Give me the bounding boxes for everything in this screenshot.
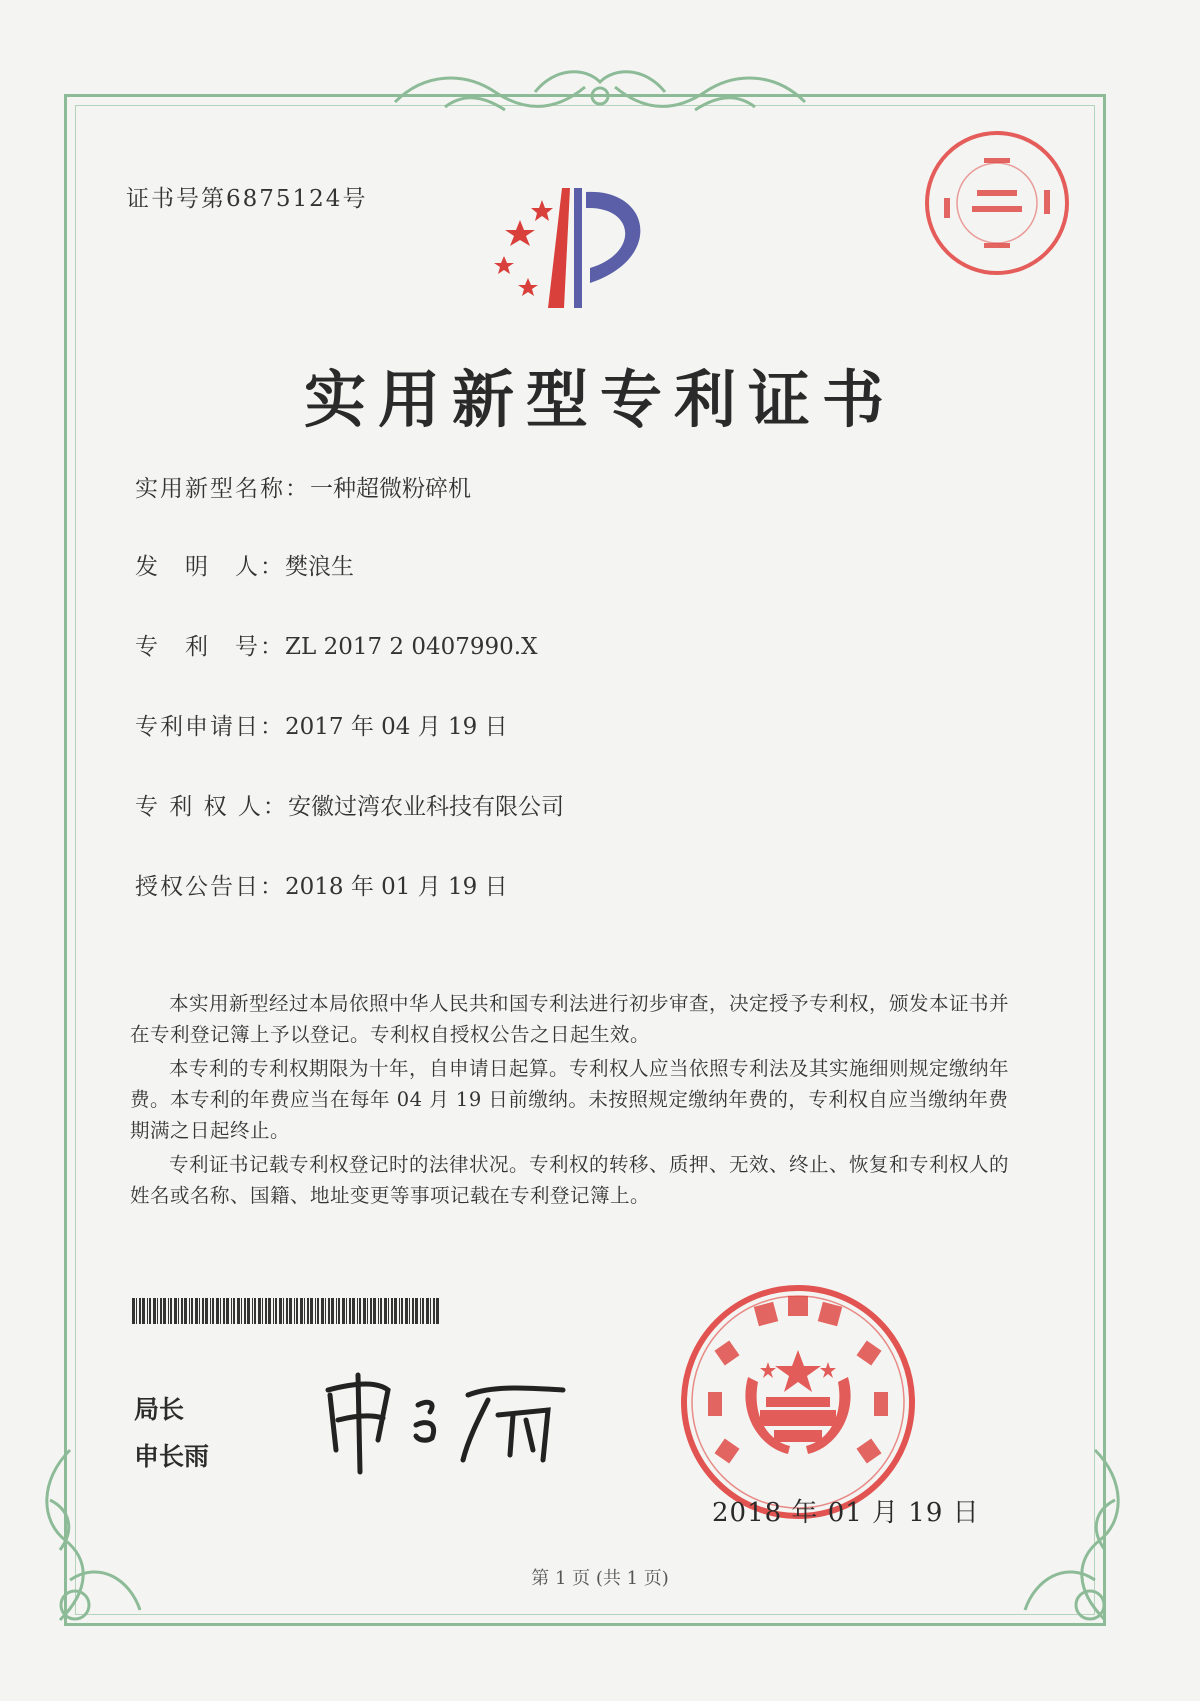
top-ornament-icon — [385, 62, 815, 118]
director-signature-icon — [318, 1360, 578, 1480]
field-label: 专 利 号： — [135, 634, 285, 660]
page-number: 第 1 页 (共 1 页) — [531, 1568, 669, 1589]
field-patent-number — [135, 628, 537, 661]
seal-date: 2018 年 01 月 19 日 — [712, 1498, 980, 1528]
field-label: 专利申请日： — [135, 714, 285, 740]
field-value: 樊浪生 — [285, 554, 354, 580]
field-label: 实用新型名称： — [135, 476, 310, 502]
director-title: 局长 — [134, 1395, 185, 1424]
field-value: 2018 年 01 月 19 日 — [285, 874, 508, 900]
bottom-right-ornament-icon — [1005, 1440, 1135, 1630]
field-label: 发 明 人： — [135, 554, 285, 580]
certificate-number — [126, 180, 367, 213]
field-value: 一种超微粉碎机 — [310, 476, 471, 502]
field-label: 专 利 权 人： — [135, 794, 288, 820]
patent-office-logo-icon — [490, 178, 680, 313]
field-label: 授权公告日： — [135, 874, 285, 900]
body-paragraph: 本实用新型经过本局依照中华人民共和国专利法进行初步审查，决定授予专利权，颁发本证书并在专利登记簿上予以登记。专利权自授权公告之日起生效。 — [130, 992, 1010, 1046]
field-value: 2017 年 04 月 19 日 — [285, 714, 508, 740]
director-name: 申长雨 — [134, 1442, 210, 1471]
certificate-number-label: 证书号第 — [126, 186, 226, 212]
inner-border — [75, 105, 1095, 1615]
field-value: ZL 2017 2 0407990.X — [285, 634, 538, 660]
body-paragraph: 本专利的专利权期限为十年，自申请日起算。专利权人应当依照专利法及其实施细则规定缴纳年费。本专利的年费应当在每年 04 月 19 日前缴纳。未按照规定缴纳年费的，专利权自应当缴纳年费期满之日起终止。 — [130, 1057, 1010, 1142]
field-application-date — [135, 708, 508, 741]
tax-stamp-icon — [922, 128, 1072, 278]
certificate-number-suffix: 号 — [342, 186, 368, 212]
national-ipa-seal-icon — [678, 1282, 918, 1522]
barcode-icon — [132, 1298, 442, 1324]
certificate-number-value: 6875124 — [226, 186, 343, 212]
field-value: 安徽过湾农业科技有限公司 — [287, 794, 564, 820]
field-patentee — [135, 788, 564, 821]
field-grant-date — [135, 868, 508, 901]
field-utility-model-name — [135, 470, 471, 503]
body-paragraph: 专利证书记载专利权登记时的法律状况。专利权的转移、质押、无效、终止、恢复和专利权人的姓名或名称、国籍、地址变更等事项记载在专利登记簿上。 — [130, 1153, 1010, 1207]
field-inventor — [135, 548, 354, 581]
certificate-title: 实用新型专利证书 — [303, 363, 896, 436]
certificate-body — [130, 988, 1010, 1214]
